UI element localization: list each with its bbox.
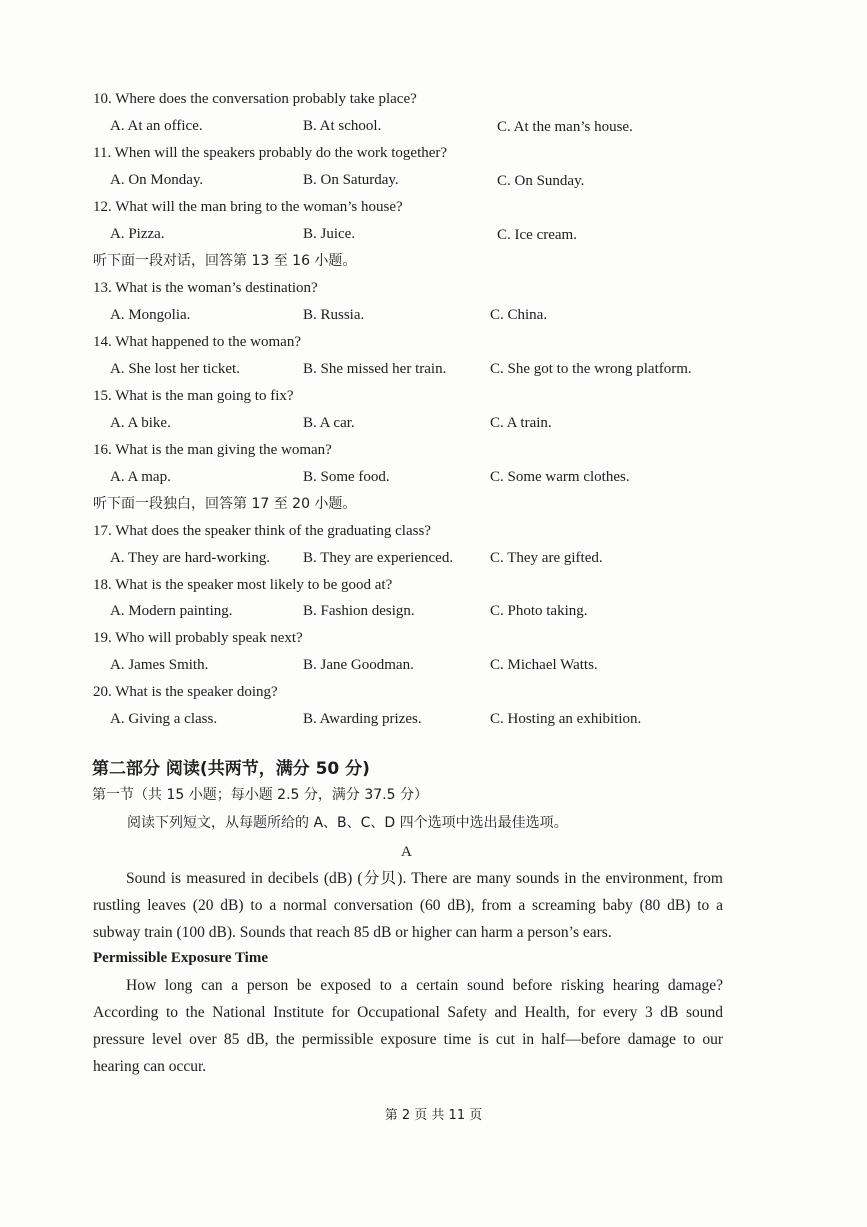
q12-option-a: A. Pizza. (110, 226, 165, 242)
question-16: 16. What is the man giving the woman? (93, 442, 332, 458)
passage-subheading: Permissible Exposure Time (93, 950, 269, 966)
q15-option-c: C. A train. (490, 415, 552, 431)
section-one-heading: 第一节（共 15 小题；每小题 2.5 分，满分 37.5 分） (92, 787, 428, 803)
q14-option-b: B. She missed her train. (303, 361, 447, 377)
q13-option-c: C. China. (490, 307, 548, 323)
listening-instruction-17-20: 听下面一段独白，回答第 17 至 20 小题。 (93, 496, 357, 512)
q10-option-c: C. At the man’s house. (497, 119, 633, 135)
q11-option-b: B. On Saturday. (303, 172, 399, 188)
passage-label: A (401, 844, 412, 860)
page-footer: 第 2 页 共 11 页 (384, 1108, 483, 1123)
question-10: 10. Where does the conversation probably take place? (93, 91, 417, 107)
question-15: 15. What is the man going to fix? (93, 388, 294, 404)
question-11: 11. When will the speakers probably do the work together? (93, 145, 448, 161)
part-two-heading: 第二部分 阅读(共两节，满分 50 分) (92, 759, 370, 779)
q20-option-c: C. Hosting an exhibition. (490, 711, 642, 727)
question-14: 14. What happened to the woman? (93, 334, 301, 350)
q17-option-b: B. They are experienced. (303, 550, 454, 566)
question-12: 12. What will the man bring to the woman’s house? (93, 199, 403, 215)
q17-option-c: C. They are gifted. (490, 550, 603, 566)
q13-option-b: B. Russia. (303, 307, 365, 323)
q14-option-a: A. She lost her ticket. (110, 361, 240, 377)
question-13: 13. What is the woman’s destination? (93, 280, 318, 296)
q18-option-b: B. Fashion design. (303, 603, 415, 619)
passage-paragraph-1 (93, 865, 723, 946)
q18-option-c: C. Photo taking. (490, 603, 588, 619)
reading-instruction: 阅读下列短文，从每题所给的 A、B、C、D 四个选项中选出最佳选项。 (127, 815, 568, 831)
q16-option-b: B. Some food. (303, 469, 390, 485)
passage-paragraph-2 (93, 972, 723, 1080)
question-20: 20. What is the speaker doing? (93, 684, 278, 700)
q11-option-a: A. On Monday. (110, 172, 204, 188)
q19-option-b: B. Jane Goodman. (303, 657, 414, 673)
q16-option-a: A. A map. (110, 469, 171, 485)
q10-option-a: A. At an office. (110, 118, 203, 134)
passage-paragraph-1-text: Sound is measured in decibels (dB) (分贝). There are many sounds in the environment, from rustling leaves (20 dB) to a normal conversation (60 dB), from a screaming baby (80 dB) to a subway train (100 dB). Sounds that reach 85 dB or higher can harm a person’s ears. (93, 870, 723, 941)
q20-option-b: B. Awarding prizes. (303, 711, 422, 727)
q15-option-a: A. A bike. (110, 415, 171, 431)
q16-option-c: C. Some warm clothes. (490, 469, 630, 485)
question-19: 19. Who will probably speak next? (93, 630, 303, 646)
passage-paragraph-2-text: How long can a person be exposed to a certain sound before risking hearing damage? According to the National Institute for Occupational Safety and Health, for every 3 dB sound pressure level over 85 dB, the permissible exposure time is cut in half—before damage to our hearing can occur. (93, 977, 723, 1075)
q14-option-c: C. She got to the wrong platform. (490, 361, 692, 377)
q10-option-b: B. At school. (303, 118, 382, 134)
q12-option-b: B. Juice. (303, 226, 356, 242)
q13-option-a: A. Mongolia. (110, 307, 191, 323)
q17-option-a: A. They are hard-working. (110, 550, 271, 566)
q12-option-c: C. Ice cream. (497, 227, 577, 243)
q18-option-a: A. Modern painting. (110, 603, 233, 619)
q20-option-a: A. Giving a class. (110, 711, 218, 727)
q19-option-a: A. James Smith. (110, 657, 209, 673)
listening-instruction-13-16: 听下面一段对话，回答第 13 至 16 小题。 (93, 253, 357, 269)
q19-option-c: C. Michael Watts. (490, 657, 598, 673)
question-17: 17. What does the speaker think of the graduating class? (93, 523, 431, 539)
question-18: 18. What is the speaker most likely to be good at? (93, 577, 393, 593)
q15-option-b: B. A car. (303, 415, 355, 431)
q11-option-c: C. On Sunday. (497, 173, 585, 189)
